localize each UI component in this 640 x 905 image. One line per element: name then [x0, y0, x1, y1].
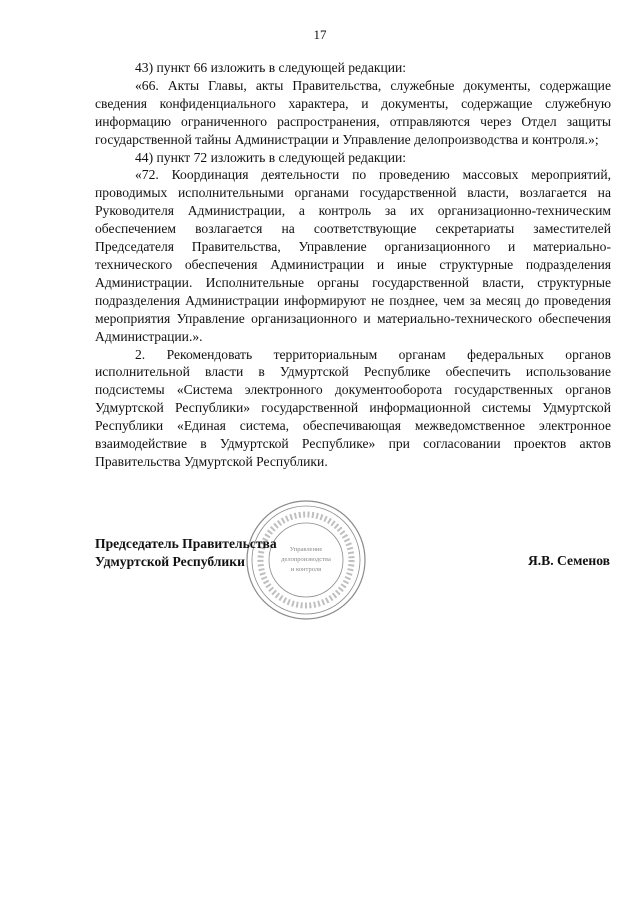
signatory-position — [95, 535, 277, 571]
seal-text-line-3: и контроля — [290, 566, 322, 573]
document-body — [95, 59, 611, 471]
page-number: 17 — [313, 27, 327, 42]
paragraph-item-72: «72. Координация деятельности по проведению массовых мероприятий, проводимых исполнительными органами государственной власти, возлагается на Руководителя Администрации, а контроль за их организационно-техническим обеспечением возлагается на соответствующие секретариаты заместителей Председателя Правительства, Управление организационного и материально-технического обеспечения Администрации и иные структурные подразделения Администрации. Исполнительные органы государственной власти, структурные подразделения Администрации информируют не позднее, чем за месяц до проведения мероприятия Управление организационного и материально-технического обеспечения Администрации.». — [95, 167, 611, 344]
signatory-name: Я.В. Семенов — [527, 553, 610, 568]
signatory-position-line-1: Председатель Правительства — [95, 536, 277, 551]
paragraph-amendment-43: 43) пункт 66 изложить в следующей редакции: — [135, 60, 407, 75]
signatory-position-line-2: Удмуртской Республики — [95, 554, 245, 569]
seal-text-line-2: делопроизводства — [281, 556, 331, 563]
paragraph-amendment-44: 44) пункт 72 изложить в следующей редакции: — [135, 149, 407, 165]
paragraph-recommendation: 2. Рекомендовать территориальным органам федеральных органов исполнительной власти в Удмуртской Республике обеспечить использование подсистемы «Система электронного документооборота государственных органов Удмуртской Республики» государственной информационной системы Удмуртской Республики «Единая система, обеспечивающая межведомственное электронное взаимодействие в Удмуртской Республике» при согласовании проектов актов Правительства Удмуртской Республики. — [95, 346, 611, 469]
paragraph-item-66: «66. Акты Главы, акты Правительства, служебные документы, содержащие сведения конфиденциального характера, и документы, содержащие служебную информацию ограниченного распространения, отправляются через Отдел защиты государственной тайны Администрации и Управление делопроизводства и контроля.»; — [95, 77, 611, 147]
seal-text-line-1: Управление — [289, 546, 323, 553]
